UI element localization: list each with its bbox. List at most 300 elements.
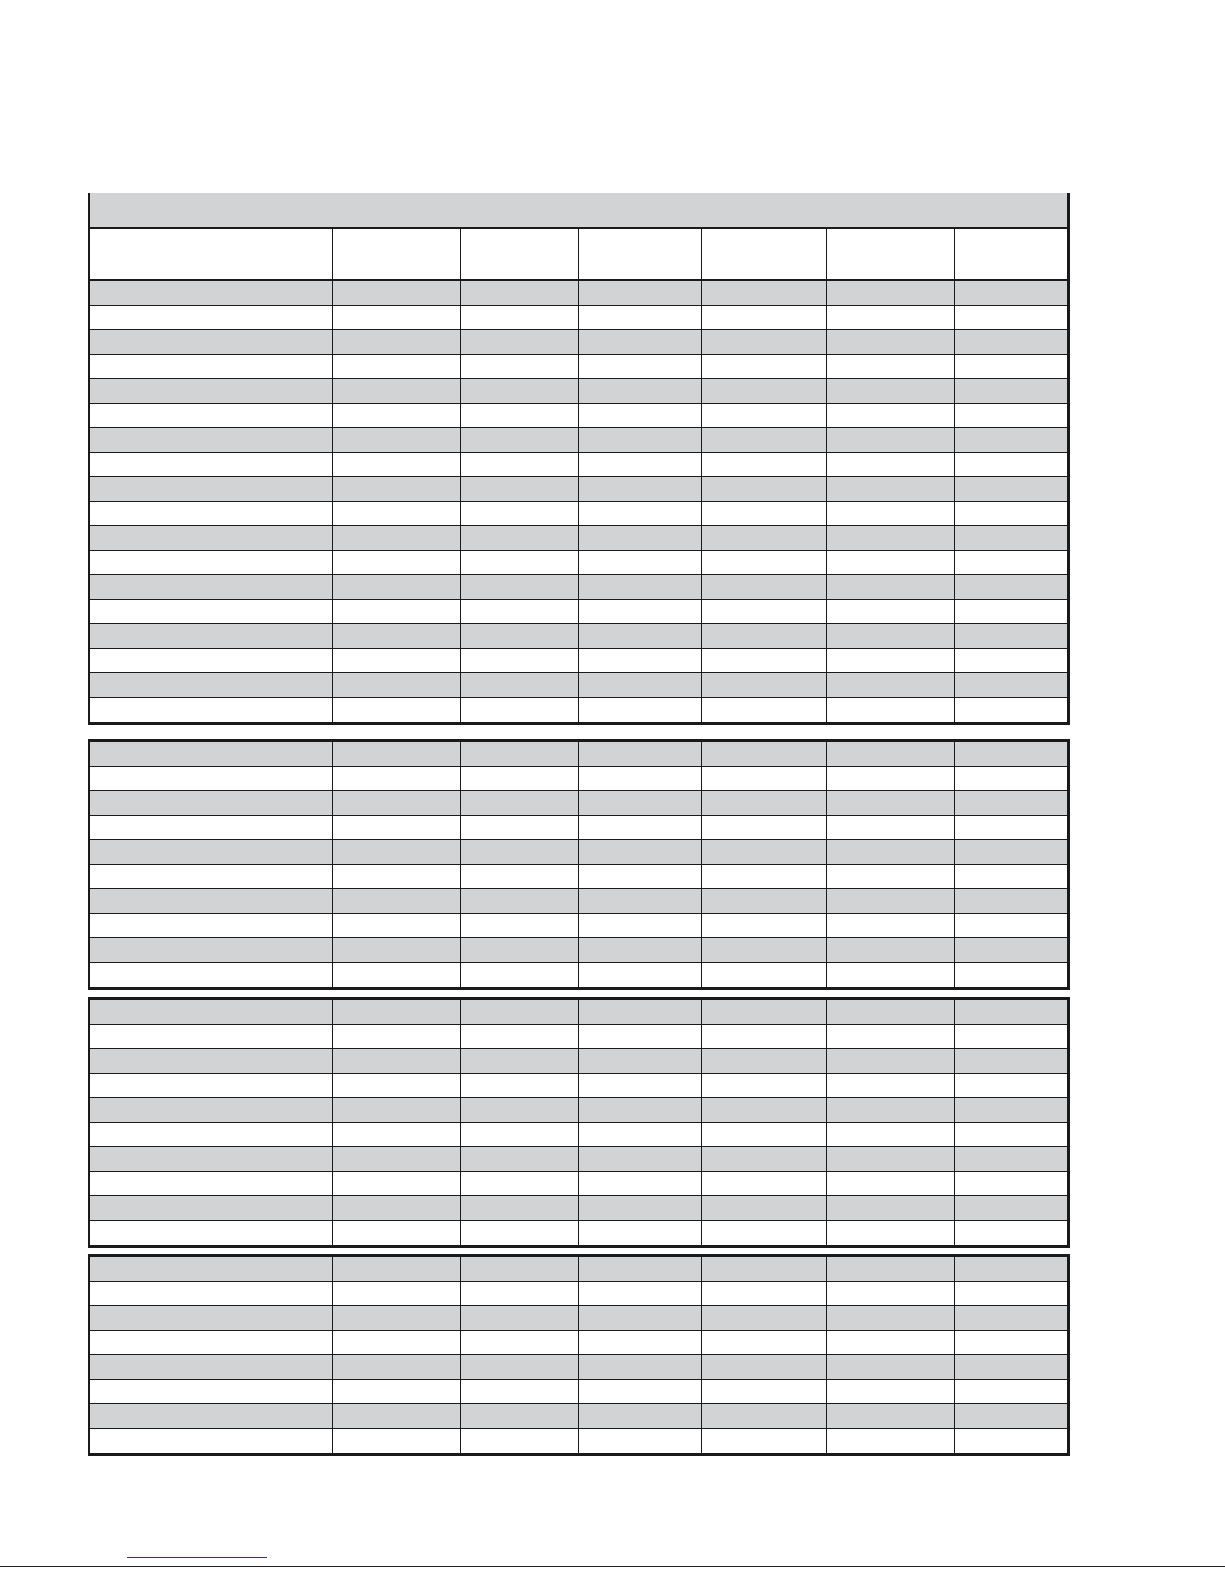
entry-cell[interactable] [579,742,702,766]
entry-cell[interactable] [827,1306,955,1330]
entry-cell[interactable] [702,889,827,913]
entry-cell[interactable] [955,649,1067,673]
entry-cell[interactable] [702,649,827,673]
entry-cell[interactable] [333,1123,461,1147]
entry-cell[interactable] [827,306,955,330]
entry-cell[interactable] [827,1172,955,1196]
entry-cell[interactable] [461,1257,579,1281]
entry-cell[interactable] [702,281,827,305]
entry-cell[interactable] [333,889,461,913]
entry-cell[interactable] [702,963,827,988]
entry-cell[interactable] [333,1355,461,1379]
row-label-cell[interactable] [90,1404,333,1428]
entry-cell[interactable] [702,791,827,815]
entry-cell[interactable] [333,791,461,815]
entry-cell[interactable] [579,865,702,889]
entry-cell[interactable] [461,1282,579,1306]
entry-cell[interactable] [461,938,579,962]
entry-cell[interactable] [461,306,579,330]
entry-cell[interactable] [461,1355,579,1379]
entry-cell[interactable] [579,1429,702,1454]
row-label-cell[interactable] [90,865,333,889]
row-label-cell[interactable] [90,428,333,452]
entry-cell[interactable] [333,1074,461,1098]
entry-cell[interactable] [579,1025,702,1049]
entry-cell[interactable] [827,767,955,791]
row-label-cell[interactable] [90,963,333,988]
entry-cell[interactable] [702,1306,827,1330]
entry-cell[interactable] [955,330,1067,354]
entry-cell[interactable] [827,1074,955,1098]
entry-cell[interactable] [955,306,1067,330]
entry-cell[interactable] [461,1098,579,1122]
entry-cell[interactable] [579,502,702,526]
entry-cell[interactable] [702,1196,827,1220]
entry-cell[interactable] [579,673,702,697]
entry-cell[interactable] [579,1098,702,1122]
entry-cell[interactable] [461,914,579,938]
entry-cell[interactable] [702,673,827,697]
entry-cell[interactable] [955,1172,1067,1196]
row-label-cell[interactable] [90,551,333,575]
entry-cell[interactable] [827,1380,955,1404]
entry-cell[interactable] [955,938,1067,962]
row-label-cell[interactable] [90,1429,333,1454]
entry-cell[interactable] [333,1000,461,1024]
entry-cell[interactable] [702,330,827,354]
entry-cell[interactable] [955,281,1067,305]
entry-cell[interactable] [827,1282,955,1306]
entry-cell[interactable] [827,865,955,889]
row-label-cell[interactable] [90,938,333,962]
entry-cell[interactable] [461,698,579,723]
entry-cell[interactable] [579,379,702,403]
entry-cell[interactable] [461,742,579,766]
entry-cell[interactable] [579,428,702,452]
entry-cell[interactable] [955,1355,1067,1379]
entry-cell[interactable] [579,1380,702,1404]
entry-cell[interactable] [461,1074,579,1098]
entry-cell[interactable] [333,404,461,428]
entry-cell[interactable] [955,428,1067,452]
entry-cell[interactable] [333,914,461,938]
entry-cell[interactable] [827,551,955,575]
entry-cell[interactable] [827,938,955,962]
entry-cell[interactable] [955,1000,1067,1024]
entry-cell[interactable] [955,1025,1067,1049]
entry-cell[interactable] [955,791,1067,815]
entry-cell[interactable] [955,1331,1067,1355]
footer-link[interactable] [127,1557,267,1558]
entry-cell[interactable] [461,1049,579,1073]
entry-cell[interactable] [955,1306,1067,1330]
entry-cell[interactable] [461,767,579,791]
entry-cell[interactable] [461,575,579,599]
entry-cell[interactable] [333,355,461,379]
entry-cell[interactable] [333,1282,461,1306]
row-label-cell[interactable] [90,1172,333,1196]
entry-cell[interactable] [702,1049,827,1073]
row-label-cell[interactable] [90,355,333,379]
entry-cell[interactable] [333,816,461,840]
entry-cell[interactable] [955,889,1067,913]
entry-cell[interactable] [461,453,579,477]
entry-cell[interactable] [333,453,461,477]
row-label-cell[interactable] [90,379,333,403]
entry-cell[interactable] [461,840,579,864]
entry-cell[interactable] [827,1257,955,1281]
entry-cell[interactable] [461,1196,579,1220]
entry-cell[interactable] [579,526,702,550]
entry-cell[interactable] [827,840,955,864]
entry-cell[interactable] [333,1404,461,1428]
row-label-cell[interactable] [90,1147,333,1171]
entry-cell[interactable] [461,502,579,526]
entry-cell[interactable] [702,404,827,428]
entry-cell[interactable] [333,1098,461,1122]
entry-cell[interactable] [579,1257,702,1281]
entry-cell[interactable] [579,551,702,575]
entry-cell[interactable] [702,816,827,840]
entry-cell[interactable] [333,963,461,988]
entry-cell[interactable] [579,477,702,501]
entry-cell[interactable] [702,1404,827,1428]
entry-cell[interactable] [461,673,579,697]
entry-cell[interactable] [579,1355,702,1379]
row-label-cell[interactable] [90,1074,333,1098]
entry-cell[interactable] [702,306,827,330]
entry-cell[interactable] [827,1098,955,1122]
entry-cell[interactable] [579,698,702,723]
row-label-cell[interactable] [90,840,333,864]
entry-cell[interactable] [827,1049,955,1073]
entry-cell[interactable] [333,281,461,305]
entry-cell[interactable] [702,865,827,889]
entry-cell[interactable] [702,453,827,477]
entry-cell[interactable] [827,1196,955,1220]
entry-cell[interactable] [827,477,955,501]
entry-cell[interactable] [955,526,1067,550]
row-label-cell[interactable] [90,502,333,526]
entry-cell[interactable] [579,816,702,840]
entry-cell[interactable] [827,404,955,428]
entry-cell[interactable] [955,840,1067,864]
entry-cell[interactable] [333,1025,461,1049]
entry-cell[interactable] [579,453,702,477]
entry-cell[interactable] [579,649,702,673]
entry-cell[interactable] [461,865,579,889]
entry-cell[interactable] [827,1123,955,1147]
entry-cell[interactable] [827,889,955,913]
entry-cell[interactable] [333,1147,461,1171]
entry-cell[interactable] [333,1380,461,1404]
row-label-cell[interactable] [90,477,333,501]
entry-cell[interactable] [702,1331,827,1355]
row-label-cell[interactable] [90,624,333,648]
row-label-cell[interactable] [90,1306,333,1330]
entry-cell[interactable] [827,526,955,550]
entry-cell[interactable] [579,1306,702,1330]
entry-cell[interactable] [827,791,955,815]
entry-cell[interactable] [702,1147,827,1171]
row-label-cell[interactable] [90,453,333,477]
row-label-cell[interactable] [90,673,333,697]
entry-cell[interactable] [827,355,955,379]
entry-cell[interactable] [955,914,1067,938]
entry-cell[interactable] [827,281,955,305]
entry-cell[interactable] [579,1000,702,1024]
entry-cell[interactable] [702,938,827,962]
entry-cell[interactable] [702,1074,827,1098]
row-label-cell[interactable] [90,600,333,624]
entry-cell[interactable] [702,1123,827,1147]
entry-cell[interactable] [579,600,702,624]
row-label-cell[interactable] [90,1123,333,1147]
row-label-cell[interactable] [90,1331,333,1355]
entry-cell[interactable] [702,1257,827,1281]
entry-cell[interactable] [702,600,827,624]
row-label-cell[interactable] [90,1098,333,1122]
entry-cell[interactable] [702,428,827,452]
entry-cell[interactable] [461,404,579,428]
entry-cell[interactable] [955,1404,1067,1428]
entry-cell[interactable] [333,1331,461,1355]
entry-cell[interactable] [827,575,955,599]
entry-cell[interactable] [702,1025,827,1049]
entry-cell[interactable] [579,330,702,354]
entry-cell[interactable] [827,600,955,624]
row-label-cell[interactable] [90,1380,333,1404]
entry-cell[interactable] [333,306,461,330]
entry-cell[interactable] [333,477,461,501]
entry-cell[interactable] [955,1147,1067,1171]
entry-cell[interactable] [955,767,1067,791]
entry-cell[interactable] [827,742,955,766]
entry-cell[interactable] [955,1196,1067,1220]
entry-cell[interactable] [579,1049,702,1073]
entry-cell[interactable] [333,1196,461,1220]
entry-cell[interactable] [333,938,461,962]
entry-cell[interactable] [955,502,1067,526]
entry-cell[interactable] [702,1098,827,1122]
entry-cell[interactable] [333,1221,461,1246]
row-label-cell[interactable] [90,767,333,791]
entry-cell[interactable] [461,428,579,452]
entry-cell[interactable] [702,502,827,526]
entry-cell[interactable] [827,624,955,648]
entry-cell[interactable] [702,767,827,791]
entry-cell[interactable] [827,963,955,988]
entry-cell[interactable] [461,791,579,815]
entry-cell[interactable] [827,816,955,840]
row-label-cell[interactable] [90,791,333,815]
entry-cell[interactable] [702,526,827,550]
entry-cell[interactable] [702,742,827,766]
entry-cell[interactable] [827,673,955,697]
entry-cell[interactable] [461,355,579,379]
entry-cell[interactable] [827,502,955,526]
entry-cell[interactable] [827,1429,955,1454]
row-label-cell[interactable] [90,742,333,766]
entry-cell[interactable] [333,767,461,791]
entry-cell[interactable] [955,1380,1067,1404]
entry-cell[interactable] [955,624,1067,648]
entry-cell[interactable] [827,1147,955,1171]
entry-cell[interactable] [461,1404,579,1428]
entry-cell[interactable] [955,1098,1067,1122]
entry-cell[interactable] [461,1147,579,1171]
entry-cell[interactable] [827,649,955,673]
row-label-cell[interactable] [90,404,333,428]
entry-cell[interactable] [702,1172,827,1196]
entry-cell[interactable] [333,600,461,624]
entry-cell[interactable] [333,502,461,526]
row-label-cell[interactable] [90,914,333,938]
row-label-cell[interactable] [90,575,333,599]
entry-cell[interactable] [461,1429,579,1454]
entry-cell[interactable] [579,575,702,599]
entry-cell[interactable] [461,1221,579,1246]
entry-cell[interactable] [955,551,1067,575]
entry-cell[interactable] [702,1000,827,1024]
entry-cell[interactable] [702,840,827,864]
entry-cell[interactable] [579,889,702,913]
entry-cell[interactable] [333,330,461,354]
entry-cell[interactable] [955,600,1067,624]
row-label-cell[interactable] [90,1025,333,1049]
entry-cell[interactable] [827,1355,955,1379]
entry-cell[interactable] [461,281,579,305]
entry-cell[interactable] [955,865,1067,889]
entry-cell[interactable] [702,551,827,575]
row-label-cell[interactable] [90,281,333,305]
entry-cell[interactable] [333,649,461,673]
entry-cell[interactable] [333,1306,461,1330]
row-label-cell[interactable] [90,698,333,723]
entry-cell[interactable] [955,1123,1067,1147]
entry-cell[interactable] [579,306,702,330]
entry-cell[interactable] [461,1380,579,1404]
entry-cell[interactable] [827,1404,955,1428]
entry-cell[interactable] [955,742,1067,766]
entry-cell[interactable] [702,624,827,648]
entry-cell[interactable] [827,330,955,354]
entry-cell[interactable] [579,938,702,962]
entry-cell[interactable] [579,281,702,305]
entry-cell[interactable] [827,1221,955,1246]
entry-cell[interactable] [955,963,1067,988]
entry-cell[interactable] [955,477,1067,501]
entry-cell[interactable] [579,355,702,379]
entry-cell[interactable] [827,914,955,938]
entry-cell[interactable] [579,1331,702,1355]
entry-cell[interactable] [827,1025,955,1049]
entry-cell[interactable] [461,816,579,840]
entry-cell[interactable] [333,673,461,697]
entry-cell[interactable] [955,1074,1067,1098]
entry-cell[interactable] [579,404,702,428]
entry-cell[interactable] [333,1049,461,1073]
entry-cell[interactable] [702,575,827,599]
row-label-cell[interactable] [90,306,333,330]
entry-cell[interactable] [955,1429,1067,1454]
row-label-cell[interactable] [90,649,333,673]
entry-cell[interactable] [333,526,461,550]
entry-cell[interactable] [827,379,955,403]
entry-cell[interactable] [333,865,461,889]
entry-cell[interactable] [333,551,461,575]
entry-cell[interactable] [579,624,702,648]
entry-cell[interactable] [579,963,702,988]
entry-cell[interactable] [955,1049,1067,1073]
entry-cell[interactable] [827,698,955,723]
entry-cell[interactable] [955,673,1067,697]
row-label-cell[interactable] [90,526,333,550]
entry-cell[interactable] [827,1331,955,1355]
entry-cell[interactable] [702,379,827,403]
entry-cell[interactable] [955,1257,1067,1281]
entry-cell[interactable] [955,698,1067,723]
entry-cell[interactable] [461,379,579,403]
entry-cell[interactable] [461,1000,579,1024]
entry-cell[interactable] [579,1147,702,1171]
entry-cell[interactable] [702,355,827,379]
entry-cell[interactable] [955,575,1067,599]
entry-cell[interactable] [579,1074,702,1098]
entry-cell[interactable] [702,1380,827,1404]
entry-cell[interactable] [579,914,702,938]
entry-cell[interactable] [461,963,579,988]
entry-cell[interactable] [461,1306,579,1330]
entry-cell[interactable] [333,428,461,452]
entry-cell[interactable] [827,428,955,452]
entry-cell[interactable] [955,379,1067,403]
entry-cell[interactable] [579,767,702,791]
entry-cell[interactable] [955,453,1067,477]
entry-cell[interactable] [461,1025,579,1049]
entry-cell[interactable] [333,379,461,403]
entry-cell[interactable] [579,840,702,864]
entry-cell[interactable] [579,1404,702,1428]
entry-cell[interactable] [702,1282,827,1306]
row-label-cell[interactable] [90,1049,333,1073]
entry-cell[interactable] [702,1355,827,1379]
entry-cell[interactable] [333,1429,461,1454]
row-label-cell[interactable] [90,1000,333,1024]
entry-cell[interactable] [579,1282,702,1306]
entry-cell[interactable] [955,1221,1067,1246]
entry-cell[interactable] [702,1221,827,1246]
entry-cell[interactable] [955,355,1067,379]
entry-cell[interactable] [461,551,579,575]
entry-cell[interactable] [702,477,827,501]
entry-cell[interactable] [579,1221,702,1246]
entry-cell[interactable] [702,698,827,723]
row-label-cell[interactable] [90,1196,333,1220]
entry-cell[interactable] [579,1172,702,1196]
entry-cell[interactable] [333,698,461,723]
entry-cell[interactable] [702,914,827,938]
entry-cell[interactable] [702,1429,827,1454]
row-label-cell[interactable] [90,1221,333,1246]
entry-cell[interactable] [461,1331,579,1355]
entry-cell[interactable] [461,1123,579,1147]
entry-cell[interactable] [579,791,702,815]
row-label-cell[interactable] [90,1355,333,1379]
entry-cell[interactable] [333,742,461,766]
entry-cell[interactable] [461,889,579,913]
entry-cell[interactable] [333,624,461,648]
